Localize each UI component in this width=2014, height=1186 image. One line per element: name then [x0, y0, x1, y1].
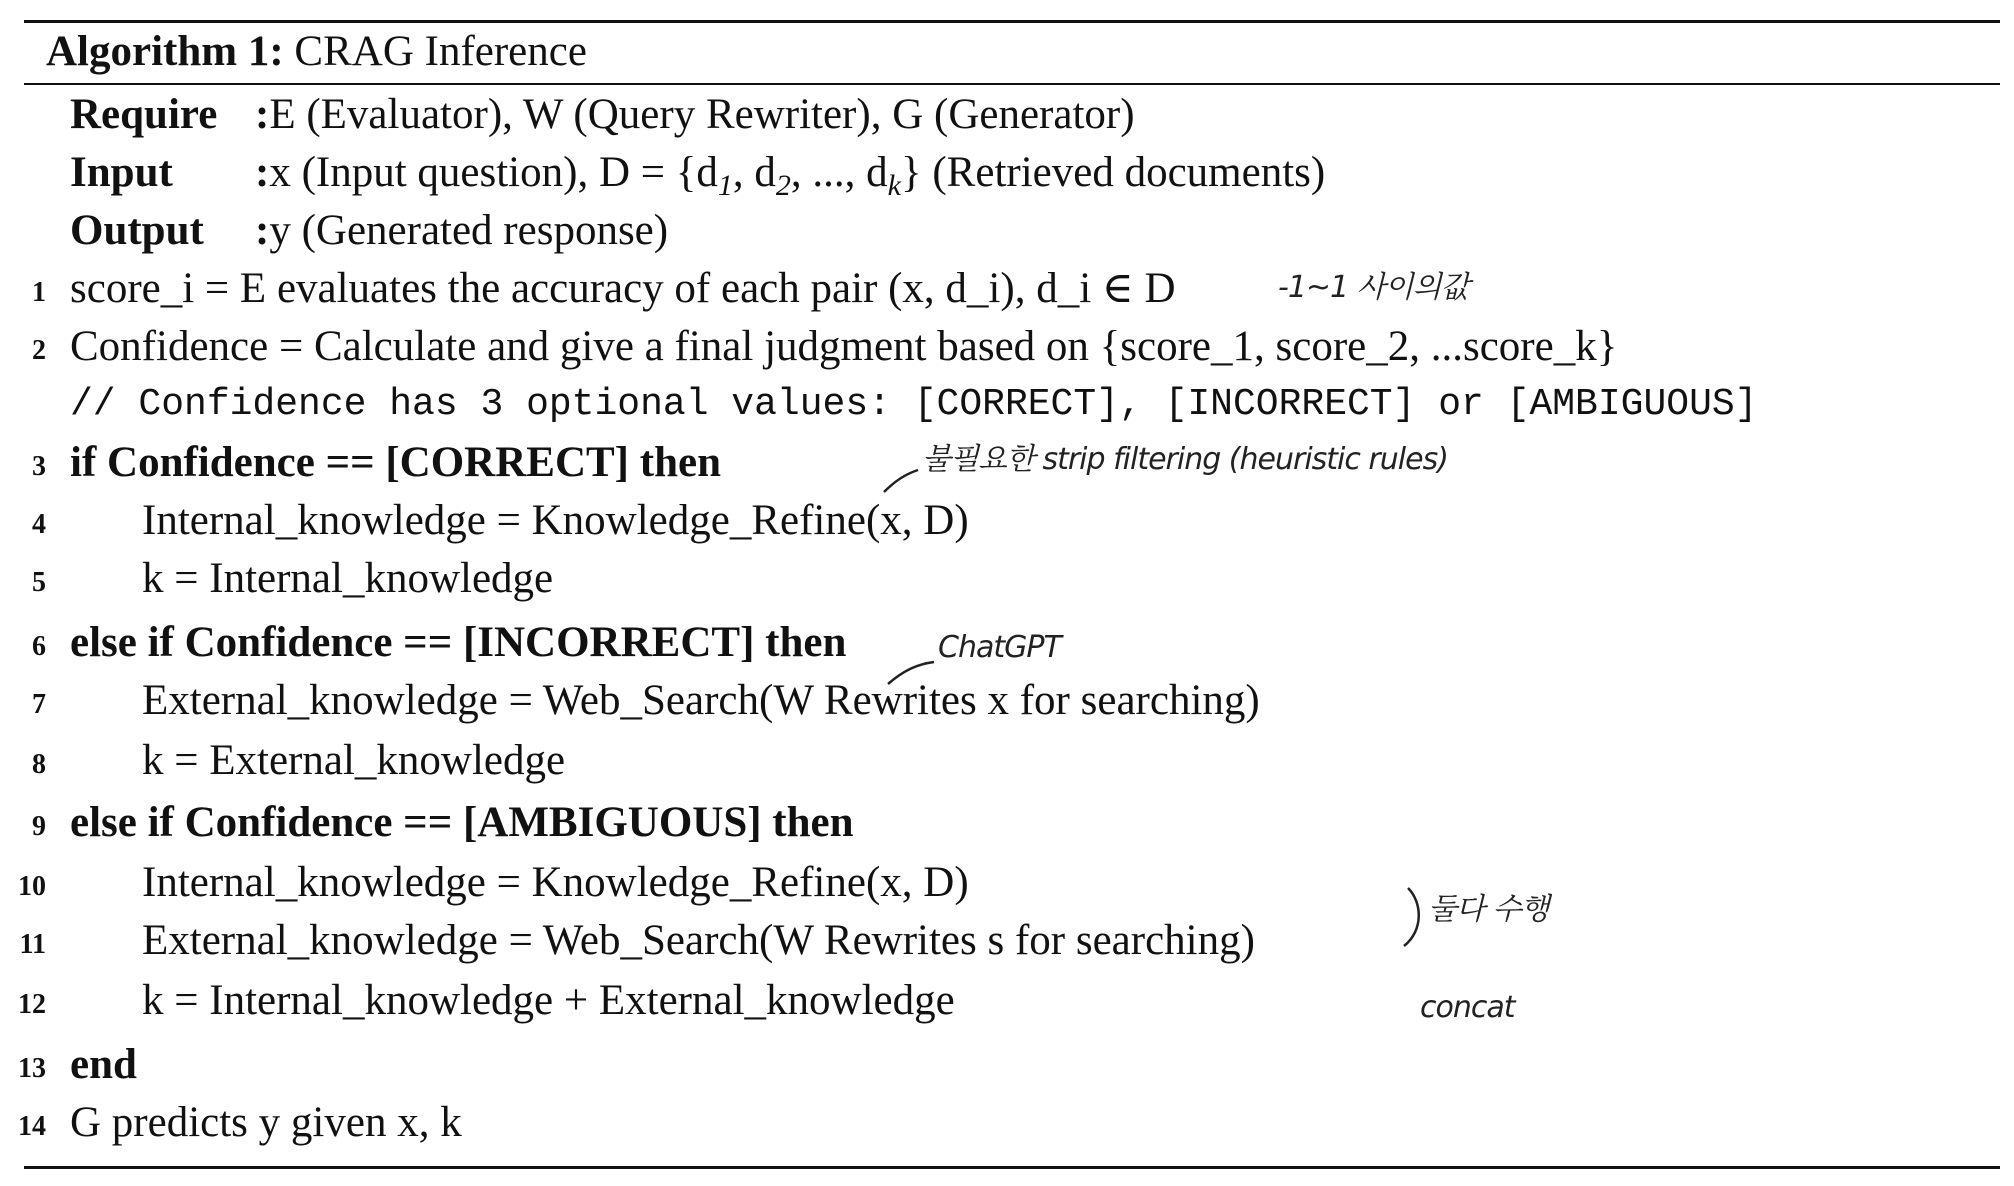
algorithm-title — [46, 22, 587, 82]
line-7 — [0, 672, 2014, 730]
comment-line — [0, 376, 2014, 434]
line-text: score_i = E evaluates the accuracy of each pair (x, d_i), d_i ∈ D — [70, 265, 1176, 312]
line-text: k = Internal_knowledge + External_knowledge — [142, 977, 955, 1024]
require-sep: : — [255, 91, 270, 138]
line-10 — [0, 854, 2014, 912]
line-text: Internal_knowledge = Knowledge_Refine(x, D) — [142, 497, 969, 544]
output-label: Output — [70, 207, 204, 254]
line-text: External_knowledge = Web_Search(W Rewrites s for searching) — [142, 917, 1255, 964]
require-line — [70, 86, 1135, 144]
line-4 — [0, 492, 2014, 550]
strip-note: 불필요한 strip filtering (heuristic rules) — [922, 442, 1448, 477]
output-line — [70, 202, 668, 260]
input-sep: : — [255, 149, 270, 196]
algorithm-name: CRAG Inference — [294, 28, 587, 75]
line-1 — [0, 260, 2014, 318]
chatgpt-note: ChatGPT — [938, 630, 1061, 665]
algorithm-label: Algorithm 1: — [46, 28, 284, 75]
require-label: Require — [70, 91, 218, 138]
line-text: if Confidence == [CORRECT] then — [70, 439, 721, 486]
both-note: 둘다 수행 — [1428, 892, 1549, 927]
line-5 — [0, 550, 2014, 608]
input-text-a: x (Input question), D = {d — [269, 149, 718, 196]
line-number: 1 — [32, 277, 46, 308]
line-number: 4 — [32, 509, 46, 540]
line-text: else if Confidence == [INCORRECT] then — [70, 619, 847, 666]
line-text: Confidence = Calculate and give a final judgment based on {score_1, score_2, ...score_k} — [70, 323, 1618, 370]
line-number: 12 — [18, 989, 46, 1020]
line-number: 13 — [18, 1053, 46, 1084]
line-number: 3 — [32, 451, 46, 482]
line-text: External_knowledge = Web_Search(W Rewrites x for searching) — [142, 677, 1260, 724]
range-note: -1~1 사이의값 — [1278, 270, 1469, 305]
line-12 — [0, 972, 2014, 1030]
line-2 — [0, 318, 2014, 376]
output-sep: : — [255, 207, 270, 254]
output-text: y (Generated response) — [269, 207, 669, 254]
line-14 — [0, 1094, 2014, 1152]
bottom-rule — [24, 1166, 2000, 1169]
line-text: Internal_knowledge = Knowledge_Refine(x, D) — [142, 859, 969, 906]
input-line: Input :x (Input question), $D = \{d_1$, $d_2$, ..., $d_k$} (Retrieved documents) — [70, 144, 1325, 215]
line-number: 8 — [32, 749, 46, 780]
line-number: 9 — [32, 811, 46, 842]
line-text: k = External_knowledge — [142, 737, 566, 784]
line-number: 7 — [32, 689, 46, 720]
line-text: end — [70, 1041, 137, 1088]
line-number: 6 — [32, 631, 46, 662]
line-9 — [0, 794, 2014, 852]
input-text-b: } (Retrieved documents) — [900, 149, 1326, 196]
line-text: G predicts y given x, k — [70, 1099, 462, 1146]
comment-text: // Confidence has 3 optional values: [CORRECT], [INCORRECT] or [AMBIGUOUS] — [70, 383, 1758, 426]
line-13 — [0, 1036, 2014, 1094]
line-number: 11 — [19, 929, 46, 960]
input-label: Input — [70, 149, 173, 196]
line-text: else if Confidence == [AMBIGUOUS] then — [70, 799, 854, 846]
line-text: k = Internal_knowledge — [142, 555, 554, 602]
line-number: 10 — [18, 871, 46, 902]
line-11 — [0, 912, 2014, 970]
line-number: 2 — [32, 335, 46, 366]
line-number: 14 — [18, 1111, 46, 1142]
concat-note: concat — [1420, 990, 1515, 1025]
line-8 — [0, 732, 2014, 790]
require-text: E (Evaluator), W (Query Rewriter), G (Generator) — [269, 91, 1135, 138]
header-rule — [24, 83, 2000, 85]
line-number: 5 — [32, 567, 46, 598]
